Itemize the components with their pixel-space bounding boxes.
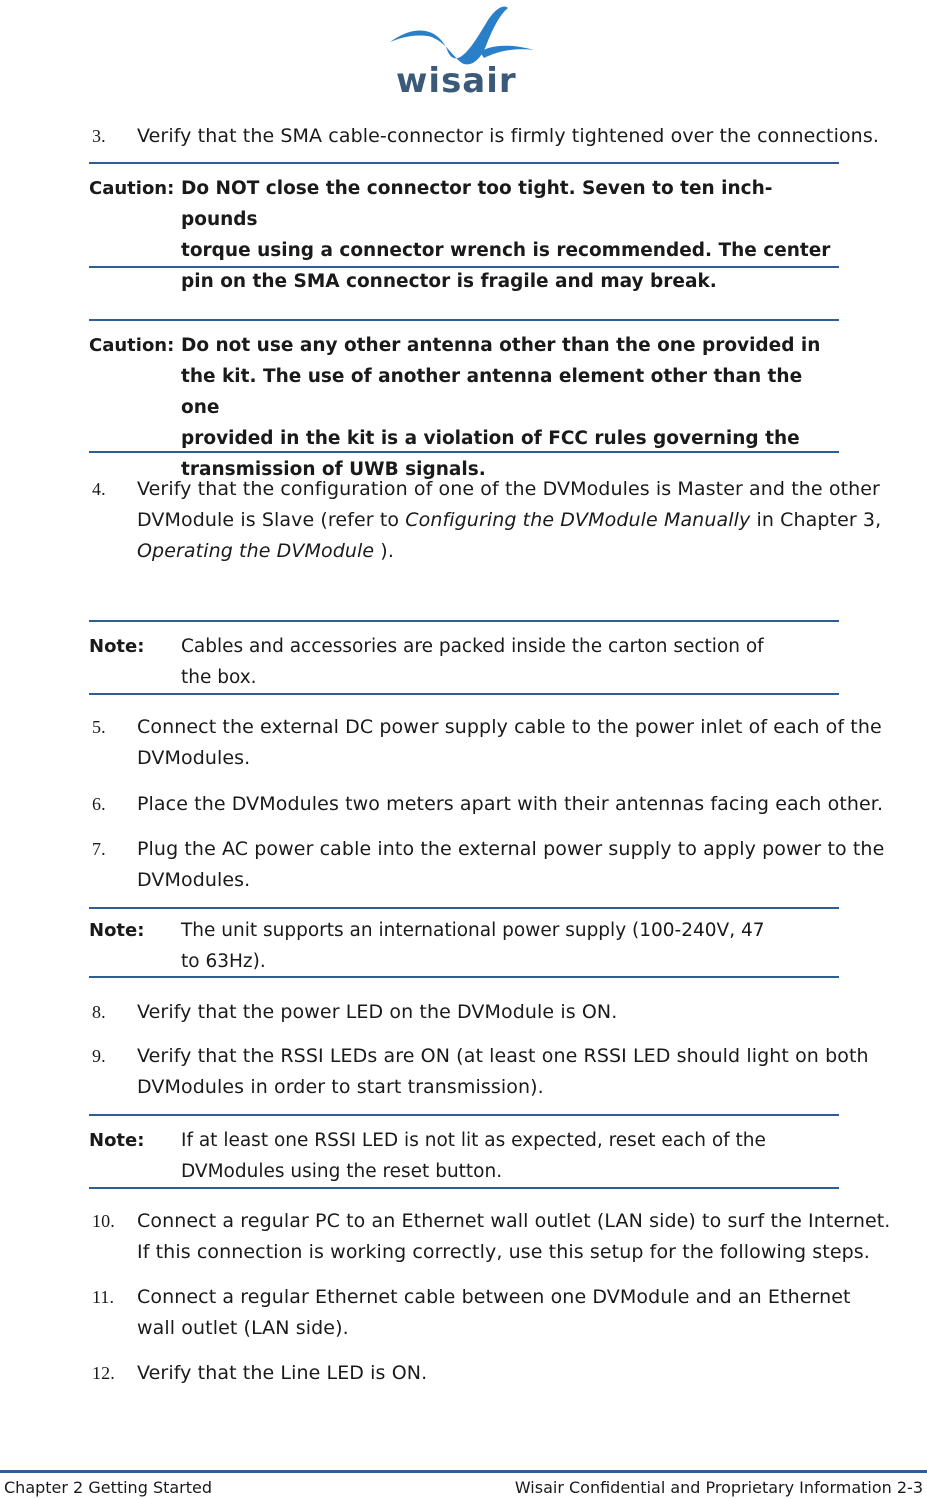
step-line: Operating the DVModule ). bbox=[137, 540, 394, 562]
note-label: Note: bbox=[89, 920, 145, 941]
step-text bbox=[137, 834, 927, 896]
note-box bbox=[89, 620, 839, 695]
step-line: If this connection is working correctly, use this setup for the following steps. bbox=[137, 1241, 870, 1263]
step-line: DVModule is Slave (refer to Configuring the DVModule Manually in Chapter 3, bbox=[137, 509, 882, 531]
step-line: Connect a regular Ethernet cable between one DVModule and an Ethernet bbox=[137, 1286, 851, 1308]
step-text bbox=[137, 1041, 927, 1103]
step-line: DVModules. bbox=[137, 747, 251, 769]
note-line: to 63Hz). bbox=[181, 951, 266, 972]
cross-reference: Operating the DVModule bbox=[137, 540, 375, 562]
caution-label: Caution: bbox=[89, 335, 175, 356]
caution-line: transmission of UWB signals. bbox=[181, 459, 486, 480]
caution-text bbox=[181, 173, 831, 297]
step-number: 10. bbox=[92, 1211, 115, 1231]
caution-label: Caution: bbox=[89, 178, 175, 199]
step-line: Plug the AC power cable into the external power supply to apply power to the bbox=[137, 838, 885, 860]
step-text: Verify that the power LED on the DVModule is ON. bbox=[137, 1001, 618, 1023]
step-text bbox=[137, 1206, 927, 1268]
step-line: DVModules. bbox=[137, 869, 251, 891]
step-number: 12. bbox=[92, 1363, 115, 1383]
note-box bbox=[89, 907, 839, 978]
note-line: Cables and accessories are packed inside the carton section of bbox=[181, 636, 764, 657]
footer-divider bbox=[0, 1470, 927, 1473]
caution-text bbox=[181, 330, 831, 485]
footer-chapter: Chapter 2 Getting Started bbox=[4, 1478, 213, 1497]
caution-box bbox=[89, 162, 839, 292]
step-4 bbox=[0, 474, 927, 567]
step-number: 7. bbox=[92, 839, 106, 859]
svg-text:wisair: wisair bbox=[396, 61, 517, 98]
caution-line: the kit. The use of another antenna element other than the one bbox=[181, 366, 803, 418]
note-box bbox=[89, 1114, 839, 1189]
step-line: DVModules in order to start transmission). bbox=[137, 1076, 544, 1098]
cross-reference: Configuring the DVModule Manually bbox=[405, 509, 751, 531]
note-label: Note: bbox=[89, 1130, 145, 1151]
step-text bbox=[137, 1282, 927, 1344]
caution-line: pin on the SMA connector is fragile and may break. bbox=[181, 271, 717, 292]
step-line: Verify that the configuration of one of the DVModules is Master and the other bbox=[137, 478, 880, 500]
step-text: Verify that the SMA cable-connector is firmly tightened over the connections. bbox=[137, 125, 879, 147]
note-line: If at least one RSSI LED is not lit as expected, reset each of the bbox=[181, 1130, 766, 1151]
caution-box bbox=[89, 319, 839, 480]
step-number: 3. bbox=[92, 126, 106, 146]
caution-line: Do NOT close the connector too tight. Seven to ten inch-pounds bbox=[181, 178, 773, 230]
footer-page-info: Wisair Confidential and Proprietary Information 2-3 bbox=[514, 1478, 923, 1497]
note-line: the box. bbox=[181, 667, 257, 688]
step-number: 8. bbox=[92, 1002, 106, 1022]
note-label: Note: bbox=[89, 636, 145, 657]
step-number: 4. bbox=[92, 479, 106, 499]
step-number: 5. bbox=[92, 717, 106, 737]
note-line: The unit supports an international power supply (100-240V, 47 bbox=[181, 920, 765, 941]
note-text bbox=[181, 915, 831, 977]
note-text bbox=[181, 631, 831, 693]
caution-line: torque using a connector wrench is recommended. The center bbox=[181, 240, 831, 261]
step-line: wall outlet (LAN side). bbox=[137, 1317, 349, 1339]
note-text bbox=[181, 1125, 831, 1187]
caution-line: provided in the kit is a violation of FCC rules governing the bbox=[181, 428, 800, 449]
step-number: 9. bbox=[92, 1046, 106, 1066]
step-line: Connect the external DC power supply cable to the power inlet of each of the bbox=[137, 716, 882, 738]
wisair-logo bbox=[388, 0, 538, 98]
step-text bbox=[137, 712, 927, 774]
step-text: Verify that the Line LED is ON. bbox=[137, 1362, 428, 1384]
step-line: Connect a regular PC to an Ethernet wall outlet (LAN side) to surf the Internet. bbox=[137, 1210, 891, 1232]
step-line: Verify that the RSSI LEDs are ON (at least one RSSI LED should light on both bbox=[137, 1045, 869, 1067]
step-number: 11. bbox=[92, 1287, 115, 1307]
note-line: DVModules using the reset button. bbox=[181, 1161, 503, 1182]
step-number: 6. bbox=[92, 794, 106, 814]
step-text: Place the DVModules two meters apart with their antennas facing each other. bbox=[137, 793, 884, 815]
step-text bbox=[137, 474, 927, 567]
caution-line: Do not use any other antenna other than the one provided in bbox=[181, 335, 821, 356]
